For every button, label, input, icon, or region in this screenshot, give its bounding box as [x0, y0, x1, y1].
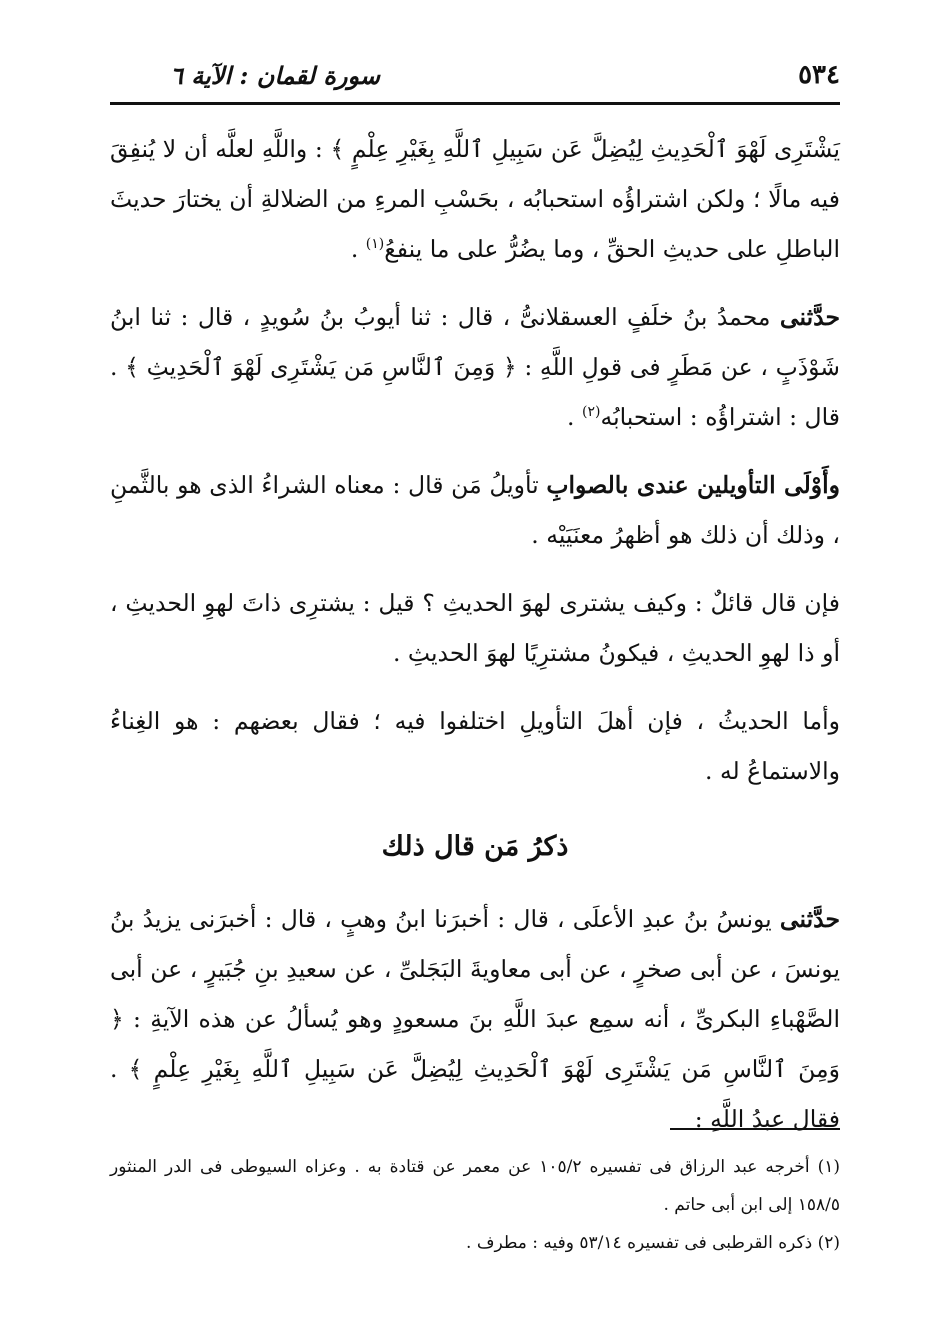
paragraph-text: وأما الحديثُ ، فإن أهلَ التأويلِ اختلفوا فيه ؛ فقال بعضهم : هو الغِناءُ والاستماعُ له .: [110, 707, 840, 785]
footnote-reference: (١): [365, 236, 385, 253]
paragraph: [110, 578, 840, 678]
paragraph-text: يَشْتَرِى لَهْوَ ٱلْحَدِيثِ لِيُضِلَّ عَن سَبِيلِ ٱللَّهِ بِغَيْرِ عِلْمٍ ﴾ : واللَّهِ لعلَّه أن لا يُنفِقَ فيه مالًا ؛ ولكن اشتراؤُه استحبابُه ، بحَسْبِ المرءِ من الضلالةِ أن يختارَ حديثَ الباطلِ على حديثِ الحقِّ ، وما يضُرُّ على ما ينفعُ: [110, 135, 840, 263]
paragraph: [110, 696, 840, 796]
running-title: سورة لقمان : الآية ٦: [170, 60, 381, 90]
footnote-separator: [670, 1128, 840, 1130]
paragraph-end: .: [567, 403, 582, 431]
paragraph-end: .: [350, 235, 366, 263]
page-header: [110, 54, 840, 96]
paragraph-lead: حدَّثنى: [779, 303, 840, 331]
paragraph-lead: وأَوْلَى التأويلين عندى بالصوابِ: [546, 471, 841, 499]
page-number: ٥٣٤: [798, 60, 840, 90]
section-heading: ذكرُ مَن قال ذلك: [381, 831, 569, 862]
paragraph: [110, 460, 840, 560]
header-rule: [110, 102, 840, 105]
paragraph-text: تأويلُ مَن قال : معناه الشراءُ الذى هو بالثَّمنِ ، وذلك أن ذلك هو أظهرُ معنَيَيْه .: [110, 471, 840, 549]
footnote: (١) أخرجه عبد الرزاق فى تفسيره ١٠٥/٢ عن معمر عن قتادة به . وعزاه السيوطى فى الدر المنثور ١٥٨/٥ إلى ابن أبى حاتم .: [110, 1157, 840, 1215]
paragraph: [110, 894, 840, 1144]
footnotes: [110, 1148, 840, 1262]
body-text: [110, 124, 840, 1162]
paragraph-text: يونسُ بنُ عبدِ الأعلَى ، قال : أخبرَنا ابنُ وهبٍ ، قال : أخبرَنى يزيدُ بنُ يونسَ ، عن أبى صخرٍ ، عن أبى معاويةَ البَجَلىِّ ، عن سعيدِ بنِ جُبَيرٍ ، عن أبى الصَّهْباءِ البكرىِّ ، أنه سمِع عبدَ اللَّهِ بنَ مسعودٍ وهو يُسألُ عن هذه الآيةِ : ﴿ وَمِنَ ٱلنَّاسِ مَن يَشْتَرِى لَهْوَ ٱلْحَدِيثِ لِيُضِلَّ عَن سَبِيلِ ٱللَّهِ بِغَيْرِ عِلْمٍ ﴾ . فقال عبدُ اللَّهِ :: [110, 905, 840, 1133]
footnote: (٢) ذكره القرطبى فى تفسيره ٥٣/١٤ وفيه : مطرف .: [466, 1233, 840, 1253]
paragraph: [110, 292, 840, 442]
paragraph: [110, 124, 840, 274]
footnote-reference: (٢): [582, 404, 601, 421]
paragraph-lead: حدَّثنى: [779, 905, 840, 933]
paragraph-text: فإن قال قائلٌ : وكيف يشترى لهوَ الحديثِ ؟ قيل : يشترِى ذاتَ لهوِ الحديثِ ، أو ذا لهوِ الحديثِ ، فيكونُ مشترِيًا لهوَ الحديثِ .: [110, 589, 840, 667]
paragraph-text: محمدُ بنُ خلَفٍ العسقلانىُّ ، قال : ثنا أيوبُ بنُ سُويدٍ ، قال : ثنا ابنُ شَوْذَبٍ ، عن مَطَرٍ فى قولِ اللَّهِ : ﴿ وَمِنَ ٱلنَّاسِ مَن يَشْتَرِى لَهْوَ ٱلْحَدِيثِ ﴾ . قال : اشتراؤُه : استحبابُه: [110, 303, 840, 431]
page: [110, 40, 840, 1300]
